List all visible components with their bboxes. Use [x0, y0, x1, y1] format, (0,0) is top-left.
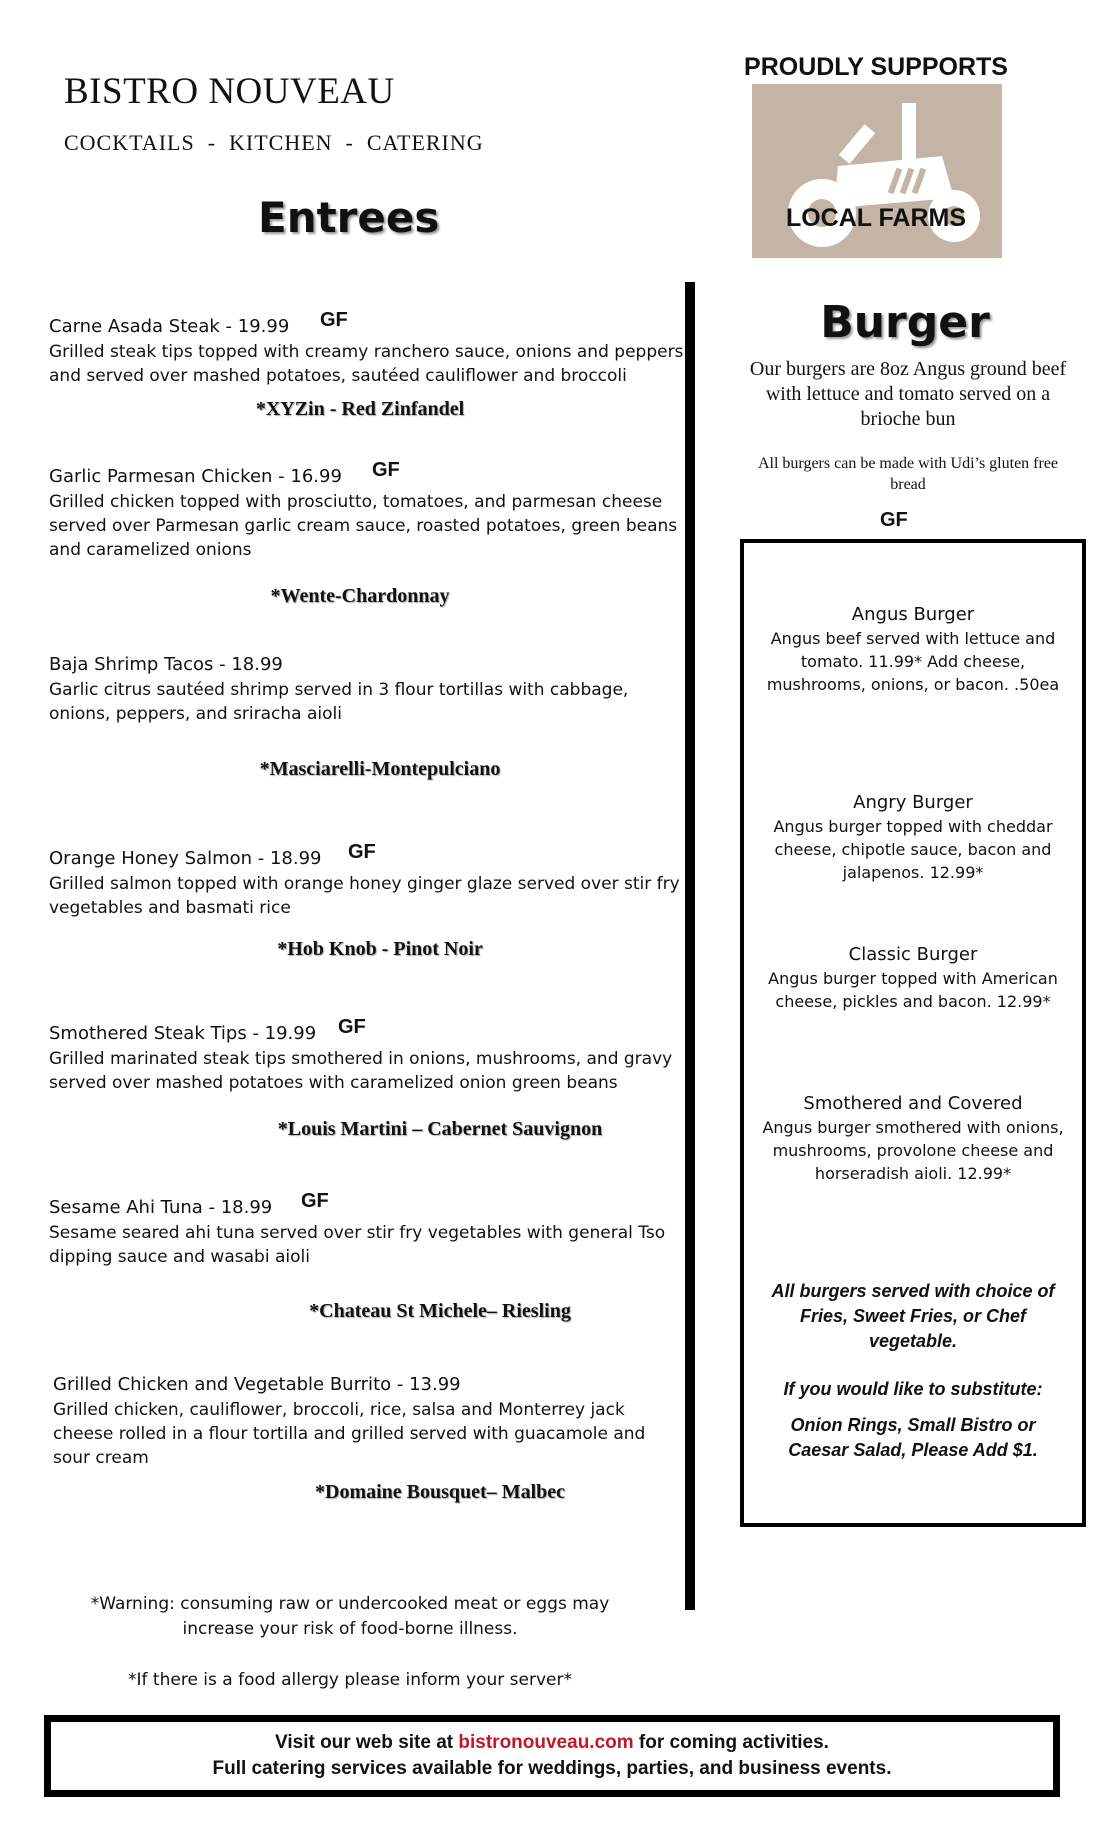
entree-description: Garlic citrus sautéed shrimp served in 3 flour tortillas with cabbage, onions, peppers, and sriracha aioli: [49, 680, 629, 724]
wine-pairing: *Chateau St Michele– Riesling: [309, 1300, 571, 1322]
website-link[interactable]: bistronouveau.com: [458, 1732, 634, 1753]
burger-substitute-options-note: [744, 1413, 1082, 1463]
food-safety-warning: *Warning: consuming raw or undercooked meat or eggs may increase your risk of food-borne illness.: [90, 1594, 610, 1639]
gluten-free-bread-note: All burgers can be made with Udi’s gluten free bread: [757, 455, 1059, 493]
entree-name: Smothered Steak Tips - 19.99: [49, 1023, 317, 1044]
gluten-free-badge: GF: [372, 459, 400, 481]
gluten-free-badge: GF: [338, 1016, 366, 1038]
website-suffix: for coming activities.: [633, 1732, 829, 1753]
burger-item: [744, 943, 1082, 1013]
burger-heading: Burger: [820, 297, 990, 348]
wine-pairing: *Hob Knob - Pinot Noir: [277, 938, 483, 960]
gluten-free-badge: GF: [348, 841, 376, 863]
tractor-icon: [742, 48, 1010, 258]
burger-name: Angus Burger: [851, 604, 975, 625]
substitute-options: Onion Rings, Small Bistro or Caesar Salad, Please Add $1.: [788, 1415, 1038, 1460]
wine-pairing: *XYZin - Red Zinfandel: [255, 398, 465, 420]
entree-description: Grilled steak tips topped with creamy ranchero sauce, onions and peppers and served over mashed potatoes, sautéed cauliflower and broccoli: [49, 342, 684, 386]
wine-pairing: *Domaine Bousquet– Malbec: [315, 1481, 565, 1503]
entree-name: Carne Asada Steak - 19.99: [49, 316, 290, 337]
entree-description: Sesame seared ahi tuna served over stir fry vegetables with general Tso dipping sauce and wasabi aioli: [49, 1223, 666, 1267]
gluten-free-badge: GF: [880, 509, 908, 531]
entree-description: Grilled marinated steak tips smothered in onions, mushrooms, and gravy served over mashed potatoes with caramelized onion green beans: [49, 1049, 673, 1093]
burger-description: Angus burger topped with cheddar cheese, chipotle sauce, bacon and jalapenos. 12.99*: [773, 817, 1053, 882]
entree-name: Grilled Chicken and Vegetable Burrito - 13.99: [53, 1374, 461, 1395]
burger-item: [744, 603, 1082, 696]
burger-name: Classic Burger: [848, 944, 978, 965]
wine-pairing: *Louis Martini – Cabernet Sauvignon: [277, 1118, 603, 1140]
gluten-free-badge: GF: [301, 1190, 329, 1212]
restaurant-name: BISTRO NOUVEAU: [64, 71, 395, 112]
catering-line: Full catering services available for weddings, parties, and business events.: [212, 1758, 892, 1779]
wine-pairing: *Masciarelli-Montepulciano: [259, 758, 501, 780]
burger-sides: All burgers served with choice of Fries, Sweet Fries, or Chef vegetable.: [771, 1281, 1055, 1351]
column-divider: [685, 282, 695, 1610]
entree-description: Grilled chicken, cauliflower, broccoli, rice, salsa and Monterrey jack cheese rolled in a flour tortilla and grilled served with guacamole and sour cream: [53, 1400, 646, 1468]
entree-name: Garlic Parmesan Chicken - 16.99: [49, 466, 342, 487]
entree-name: Baja Shrimp Tacos - 18.99: [49, 654, 283, 675]
local-farms-badge: [742, 48, 1010, 258]
burger-substitute-note: [744, 1377, 1082, 1402]
burger-intro: Our burgers are 8oz Angus ground beef with lettuce and tomato served on a brioche bun: [749, 358, 1067, 430]
entree-name: Sesame Ahi Tuna - 18.99: [49, 1197, 273, 1218]
entrees-heading: Entrees: [258, 193, 440, 242]
substitute-heading: If you would like to substitute:: [783, 1379, 1043, 1399]
burger-name: Smothered and Covered: [803, 1093, 1023, 1114]
burger-item: [744, 1092, 1082, 1185]
burger-menu-box: [740, 539, 1086, 1527]
footer-banner: [44, 1715, 1060, 1797]
website-prefix: Visit our web site at: [275, 1732, 459, 1753]
entree-description: Grilled chicken topped with prosciutto, tomatoes, and parmesan cheese served over Parmesan garlic cream sauce, roasted potatoes, green beans and caramelized onions: [49, 492, 678, 560]
burger-description: Angus burger topped with American cheese, pickles and bacon. 12.99*: [768, 969, 1058, 1011]
entree-name: Orange Honey Salmon - 18.99: [49, 848, 322, 869]
badge-top-text: PROUDLY SUPPORTS: [744, 53, 1008, 81]
burger-description: Angus beef served with lettuce and tomato. 11.99* Add cheese, mushrooms, onions, or bacon. .50ea: [766, 629, 1060, 694]
burger-item: [744, 791, 1082, 884]
badge-bottom-text: LOCAL FARMS: [785, 204, 967, 232]
burger-name: Angry Burger: [853, 792, 973, 813]
entree-description: Grilled salmon topped with orange honey ginger glaze served over stir fry vegetables and basmati rice: [49, 874, 680, 918]
restaurant-tagline: COCKTAILS - KITCHEN - CATERING: [64, 130, 484, 155]
allergy-note: *If there is a food allergy please inform your server*: [128, 1670, 572, 1690]
gluten-free-badge: GF: [320, 309, 348, 331]
website-line: [51, 1730, 1053, 1756]
burger-description: Angus burger smothered with onions, mushrooms, provolone cheese and horseradish aioli. 12.99*: [762, 1118, 1064, 1183]
wine-pairing: *Wente-Chardonnay: [270, 585, 450, 607]
burger-sides-note: [744, 1279, 1082, 1354]
